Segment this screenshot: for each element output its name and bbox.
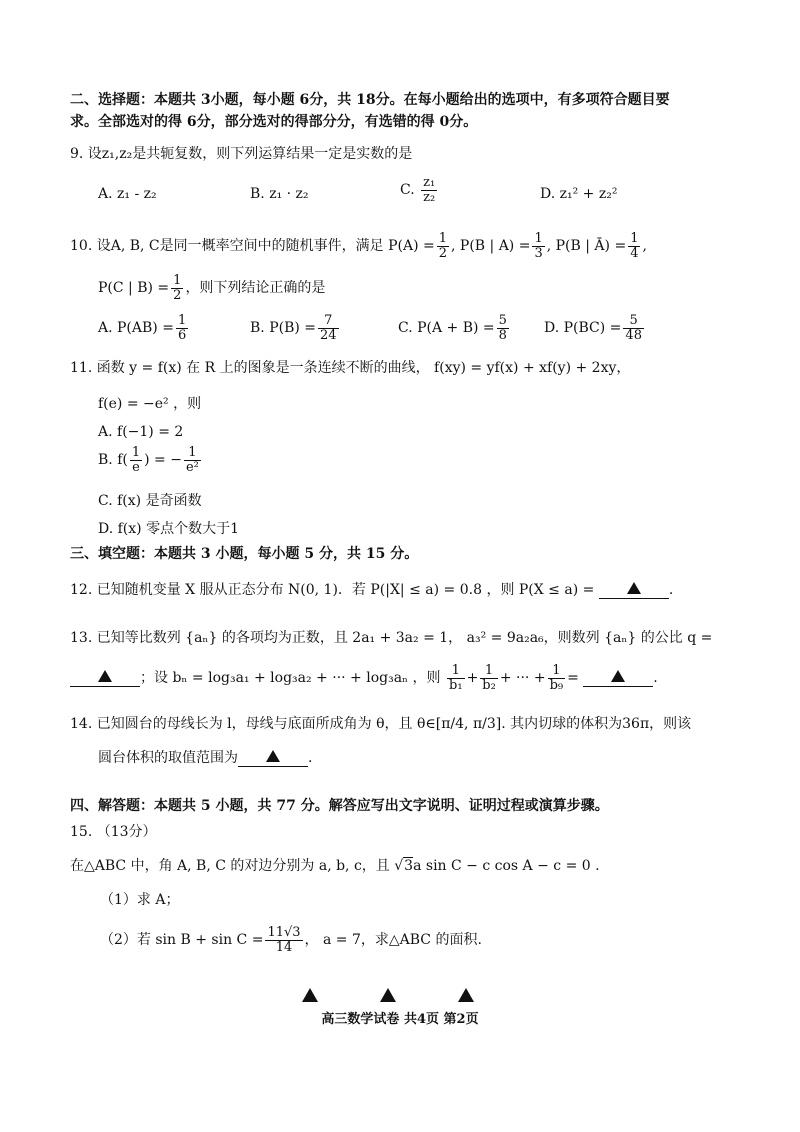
q13-answer-blank-1[interactable]: [70, 670, 140, 687]
triangle-icon: [98, 670, 112, 682]
q10-option-d-frac: [623, 314, 644, 342]
q10-option-a: [98, 314, 190, 342]
q10-option-a-den: 6: [177, 327, 187, 343]
q13-line2-mid: ；设 bₙ = log₃a₁ + log₃a₂ + ··· + log₃aₙ ，则: [140, 670, 441, 687]
q11-option-b-frac1: [130, 446, 142, 474]
q10-option-b-frac: [318, 314, 339, 342]
q13-frac-2-den: b₂: [482, 677, 496, 693]
q10-option-c-frac: [497, 314, 509, 342]
section-2-heading-line1: 二、选择题：本题共 3小题，每小题 6分，共 18分。在每小题给出的选项中，有多项符合题目要: [70, 92, 670, 108]
q13-frac-9-num: 1: [548, 664, 566, 679]
q10-frac-quarter: [628, 232, 640, 260]
footer-triangle-icon-center: [380, 988, 396, 1002]
q12-stem-text: 12. 已知随机变量 X 服从正态分布 N(0, 1)．若 P(|X| ≤ a) = 0.8 ，则 P(X ≤ a) =: [70, 582, 595, 598]
q10-option-b-text: B. P(B) =: [250, 320, 317, 337]
q11-condition: f(e) = −e² ，则: [98, 396, 202, 412]
q10-pa: P(A) =: [388, 238, 435, 255]
q13-frac-1: [447, 664, 465, 692]
q15-part1: （1）求 A；: [100, 892, 180, 908]
q14-line2-text: 圆台体积的取值范围为: [98, 750, 238, 766]
q10-option-c-num: 5: [498, 313, 507, 328]
q10-pcb: P(C | B) =: [98, 280, 170, 297]
q14-line2: [98, 750, 740, 768]
q11-option-c: C. f(x) 是奇函数: [98, 493, 202, 509]
footer-triangle-icon-left: [302, 988, 318, 1002]
q10-stem-line2: [98, 274, 740, 302]
q14-answer-blank[interactable]: [238, 750, 308, 767]
q11-option-b-num1: 1: [131, 445, 141, 460]
q10-frac-third-den: 3: [534, 245, 543, 261]
q10-option-a-text: A. P(AB) =: [98, 320, 174, 337]
q10-frac-half-num: 1: [438, 231, 447, 246]
q15-part2-pre: （2）若 sin B + sin C =: [100, 932, 264, 949]
q15-stem: 在△ABC 中，角 A, B, C 的对边分别为 a, b, c，且 √3a sin C − c cos A − c = 0 .: [70, 858, 600, 874]
q10-frac-half-2: [171, 274, 183, 302]
q9-option-c-num: z₁: [423, 175, 436, 190]
q11-option-b-frac2: [184, 446, 201, 474]
q9-option-c: [400, 176, 439, 204]
q10-frac-quarter-num: 1: [630, 231, 639, 246]
q9-option-b: B. z₁ · z₂: [250, 186, 309, 202]
q13-frac-2-num: 1: [480, 664, 498, 679]
q10-frac-half-2-den: 2: [173, 287, 182, 303]
q10-option-d-text: D. P(BC) =: [544, 320, 622, 337]
page-footer: 高三数学试卷 共4页 第2页: [321, 1012, 479, 1027]
q10-tail: ，则下列结论正确的是: [185, 280, 326, 297]
q13-end: .: [653, 670, 658, 687]
q13-line2: ；设 bₙ = log₃a₁ + log₃a₂ + ··· + log₃aₙ ，则 $\frac{1}{\text{b₁}}$ + $\frac{1}{\text{b₂}}$ + ··· + $\frac{1}{\text{b₉}}$ = .: [70, 664, 740, 692]
q10-frac-half-den: 2: [438, 245, 447, 261]
q11-option-b-den1: e: [132, 459, 140, 475]
q11-option-b-mid: ) = −: [144, 452, 182, 469]
q11-option-a: A. f(−1) = 2: [98, 424, 184, 440]
q13-frac-1-num: 1: [447, 664, 465, 679]
q10-option-c-text: C. P(A + B) =: [398, 320, 495, 337]
triangle-icon: [266, 750, 280, 762]
q9-stem: 9. 设z₁,z₂是共轭复数，则下列运算结果一定是实数的是: [70, 146, 413, 162]
q9-option-c-den: z₂: [423, 189, 436, 205]
q13-answer-blank-2[interactable]: [583, 670, 653, 687]
q10-frac-half-2-num: 1: [173, 273, 182, 288]
q10-frac-quarter-den: 4: [630, 245, 639, 261]
q10-frac-third: [532, 232, 544, 260]
q13-eq: =: [567, 670, 579, 687]
q11-option-b-num2: 1: [184, 446, 201, 461]
q13-sum-dots: + ··· +: [499, 670, 546, 687]
q10-pba: P(B | A) =: [459, 238, 531, 255]
q9-option-a: A. z₁ - z₂: [98, 186, 157, 202]
triangle-icon: [611, 670, 625, 682]
q11-option-b-den2: e²: [185, 459, 199, 475]
q13-frac-9-den: b₉: [549, 677, 564, 693]
section-2-heading-line2: 求。全部选对的得 6分，部分选对的得部分分，有选错的得 0分。: [70, 114, 478, 130]
q10-option-d-num: 5: [623, 314, 644, 329]
q15-stem-pre: 在△ABC 中，角 A, B, C 的对边分别为 a, b, c，且: [70, 858, 395, 874]
q11-option-d: D. f(x) 零点个数大于1: [98, 521, 239, 537]
q15-part2-den: 14: [275, 939, 293, 955]
q11-stem: 11. 函数 y = f(x) 在 R 上的图象是一条连续不断的曲线， f(xy) = yf(x) + xf(y) + 2xy，: [70, 360, 631, 376]
q10-option-a-frac: [176, 314, 188, 342]
q10-option-b: [250, 314, 341, 342]
q15-stem-post: a sin C − c cos A − c = 0 .: [413, 858, 600, 874]
q10-frac-third-num: 1: [534, 231, 543, 246]
q13-frac-9: [548, 664, 566, 692]
q10-option-a-num: 1: [177, 313, 187, 328]
q15-head: 15. （13分）: [70, 824, 157, 840]
q13-line1: 13. 已知等比数列 {aₙ} 的各项均为正数，且 2a₁ + 3a₂ = 1， a₃² = 9a₂a₆，则数列 {aₙ} 的公比 q =: [70, 630, 713, 646]
q10-option-d-den: 48: [625, 327, 642, 343]
q12-answer-blank[interactable]: [599, 582, 669, 599]
q10-option-c: [398, 314, 511, 342]
q10-option-c-den: 8: [498, 327, 507, 343]
section-4-heading: 四、解答题：本题共 5 小题，共 77 分。解答应写出文字说明、证明过程或演算步骤。: [70, 798, 609, 814]
footer-triangle-icon-right: [458, 988, 474, 1002]
q10-option-b-den: 24: [320, 327, 337, 343]
q15-part2-num: 11√3: [267, 925, 301, 940]
q15-part2-post: ， a = 7，求△ABC 的面积.: [304, 932, 482, 949]
q10-frac-half: [437, 232, 449, 260]
q9-option-c-fraction: [421, 176, 437, 204]
q10-stem: 10. 设A, B, C是同一概率空间中的随机事件，满足 P(A) = $\frac{1}{2}$ , P(B | A) = $\frac{1}{3}$ , P(B | Ā) = $\frac{1}{4}$ ,: [70, 231, 647, 261]
q11-option-b-pre: B. f(: [98, 452, 128, 469]
q13-frac-1-den: b₁: [449, 677, 463, 693]
q14-end: .: [308, 750, 313, 766]
q15-part2-frac: [265, 926, 302, 954]
q10-pbna: P(B | Ā) =: [555, 238, 627, 255]
triangle-icon: [627, 582, 641, 594]
q10-option-b-num: 7: [318, 314, 339, 329]
q15-part2: [100, 926, 740, 954]
q9-option-d: D. z₁² + z₂²: [540, 186, 618, 202]
q10-stem-prefix: 10. 设A, B, C是同一概率空间中的随机事件，满足: [70, 238, 384, 255]
q9-option-c-label: C.: [400, 182, 415, 199]
q15-stem-sqrt: 3: [404, 858, 414, 874]
q11-option-b: [98, 446, 203, 474]
q14-line1: 14. 已知圆台的母线长为 l，母线与底面所成角为 θ，且 θ∈[π/4, π/3]. 其内切球的体积为36π，则该: [70, 716, 692, 732]
q12-end: .: [668, 582, 674, 598]
q13-frac-2: [480, 664, 498, 692]
q12-stem: [70, 582, 740, 600]
section-3-heading: 三、填空题：本题共 3 小题，每小题 5 分，共 15 分。: [70, 546, 419, 562]
q10-option-d: [544, 314, 646, 342]
